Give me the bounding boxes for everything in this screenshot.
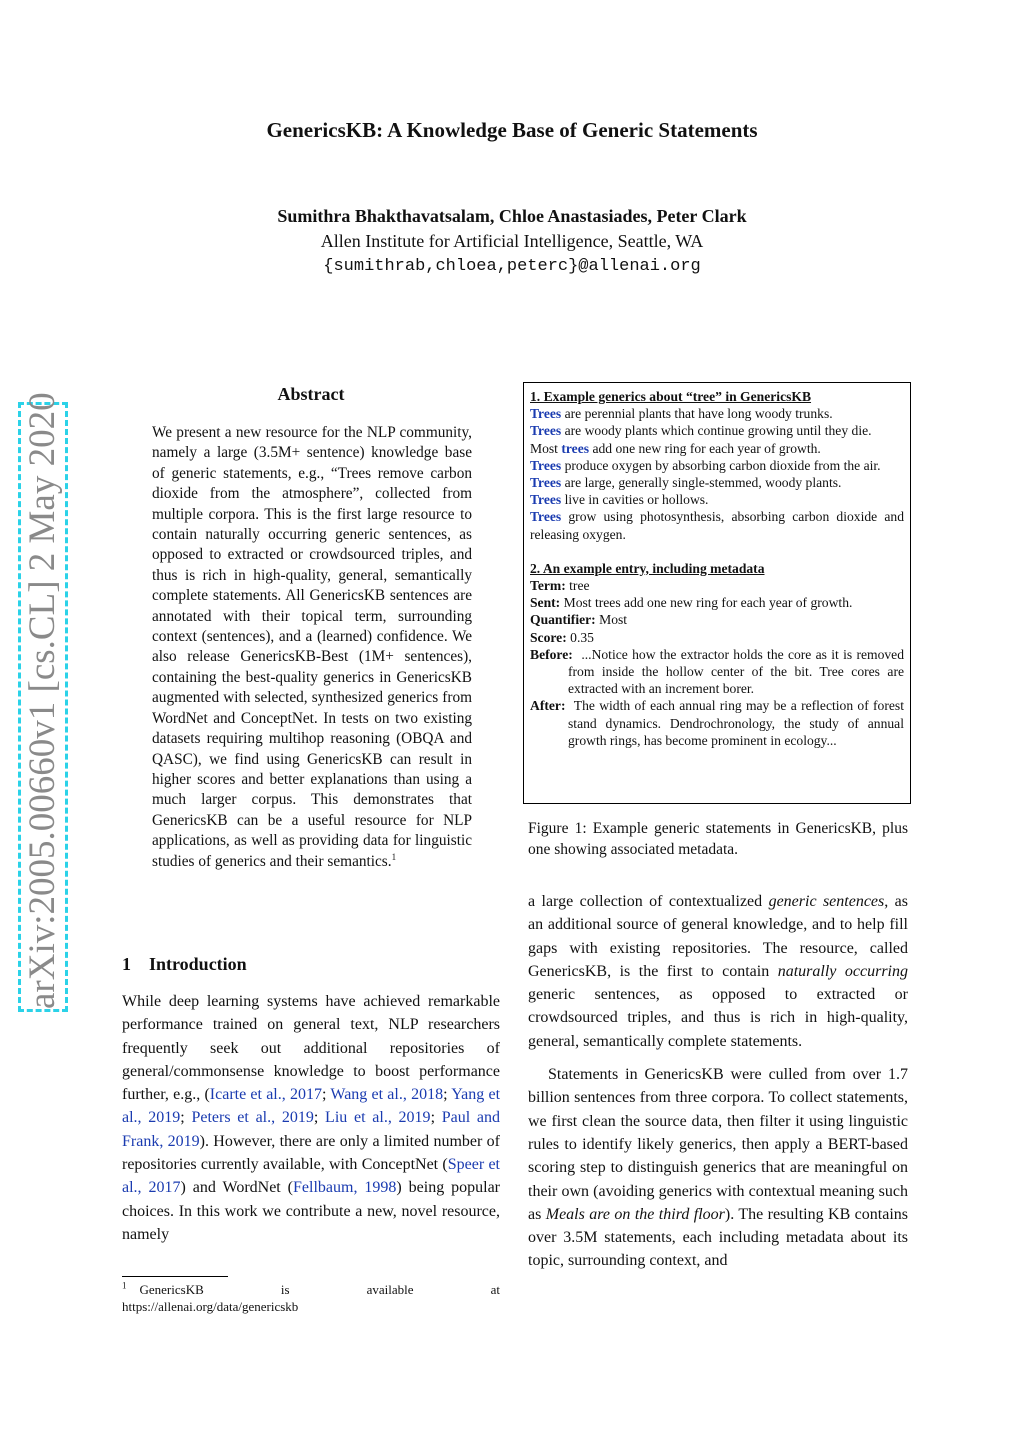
entry-quantifier xyxy=(530,611,904,628)
section-number: 1 xyxy=(122,954,131,974)
citation-link[interactable]: Liu et al., 2019 xyxy=(325,1109,431,1127)
generic-text: grow using photosynthesis, absorbing carbon dioxide and releasing oxygen. xyxy=(530,509,904,542)
footnote-ref[interactable]: 1 xyxy=(391,851,397,862)
figure-1-box xyxy=(523,382,911,804)
footnote-url[interactable]: https://allenai.org/data/genericskb xyxy=(122,1299,299,1314)
generic-term: Trees xyxy=(530,406,562,422)
footnote-word: available xyxy=(366,1282,414,1297)
emphasis: Meals are on the third floor xyxy=(545,1205,725,1223)
generic-text: are woody plants which continue growing until they die. xyxy=(561,423,872,439)
abstract-body xyxy=(152,423,472,872)
text-span: , as an additional source of general knowledge, and to help fill gaps with existing repositories. The resource, called GenericsKB, is the first to contain xyxy=(528,893,909,980)
generic-term: Trees xyxy=(530,423,562,439)
footnote xyxy=(122,1281,500,1315)
quantifier-value: Most xyxy=(599,612,628,628)
footnote-word: is xyxy=(280,1282,290,1297)
entry-before xyxy=(530,646,904,698)
emphasis: generic sentences xyxy=(768,893,885,910)
citation-link[interactable]: Wang et al., 2018 xyxy=(330,1086,444,1104)
text-span: generic sentences, as opposed to extracted or crowdsourced triples, and thus is rich in high-quality, general, semantically complete statements. xyxy=(528,986,908,1050)
citation-link[interactable]: Yang et al., 2019 xyxy=(122,1086,501,1127)
generic-statement xyxy=(530,491,904,508)
score-value: 0.35 xyxy=(570,629,594,645)
paragraph xyxy=(528,1063,908,1273)
figure-caption: Figure 1: Example generic statements in GenericsKB, plus one showing associated metadata. xyxy=(528,820,908,858)
generic-text: live in cavities or hollows. xyxy=(561,492,709,508)
figure-section-2-heading: 2. An example entry, including metadata xyxy=(530,560,765,576)
right-column-text xyxy=(528,890,908,1273)
generic-term: trees xyxy=(561,440,590,456)
citation-link[interactable]: Speer et al., 2017 xyxy=(122,1156,500,1197)
entry-term xyxy=(530,577,904,594)
emphasis: naturally occurring xyxy=(777,962,908,980)
term-label: Term: xyxy=(530,578,566,594)
generic-term: Trees xyxy=(530,492,562,508)
arxiv-stamp: arXiv:2005.00660v1 [cs.CL] 2 May 2020 xyxy=(18,402,68,1012)
after-value: The width of each annual ring may be a reflection of forest stand dynamics. Dendrochronology, the study of annual growth rings, has become prominent in ecology... xyxy=(568,698,904,748)
generic-text: are large, generally single-stemmed, woody plants. xyxy=(561,475,842,491)
figure-section-1-heading: 1. Example generics about “tree” in GenericsKB xyxy=(530,389,812,404)
generic-statement xyxy=(530,422,904,439)
before-label: Before: xyxy=(530,646,573,662)
generic-statement xyxy=(530,457,904,474)
paragraph xyxy=(528,890,908,1053)
entry-sent xyxy=(530,594,904,611)
intro-paragraph: While deep learning systems have achieved remarkable performance trained on general text, NLP researchers frequently seek out additional repositories of general/commonsense knowledge to boost performance further, e.g., (Icarte et al., 2017; Wang et al., 2018; Yang et al., 2019; Peters et al., 2019; Liu et al., 2019; Paul and Frank, 2019). However, there are only a limited number of repositories currently available, with ConceptNet (Speer et al., 2017) and WordNet (Fellbaum, 1998) being popular choices. In this work we contribute a new, novel resource, namely xyxy=(122,993,501,1243)
generic-statement xyxy=(530,405,904,422)
sent-value: Most trees add one new ring for each year of growth. xyxy=(563,595,853,611)
citation-link[interactable]: Icarte et al., 2017 xyxy=(209,1086,322,1104)
intro-text-2: ). However, there are only a limited number of repositories currently available, with ConceptNet ( xyxy=(122,1132,500,1174)
intro-text-3: ) and WordNet ( xyxy=(180,1179,294,1197)
footnote-rule xyxy=(122,1276,228,1277)
score-label: Score: xyxy=(530,629,567,645)
sent-label: Sent: xyxy=(530,595,561,611)
generic-term: Trees xyxy=(530,457,562,473)
generic-statement xyxy=(530,440,904,457)
quantifier-label: Quantifier: xyxy=(530,612,596,628)
generics-list xyxy=(530,405,904,543)
before-value: ...Notice how the extractor holds the core as it is removed from inside the hollow center of the bit. Tree cores are extracted with an increment borer. xyxy=(568,646,904,697)
author-names: Sumithra Bhakthavatsalam, Chloe Anastasiades, Peter Clark xyxy=(277,206,747,226)
generic-text: produce oxygen by absorbing carbon dioxide from the air. xyxy=(561,457,881,473)
generic-text: are perennial plants that have long woody trunks. xyxy=(561,406,833,422)
section-title: Introduction xyxy=(149,954,247,974)
text-span: Statements in GenericsKB were culled from over 1.7 billion sentences from three corpora. To collect statements, we first clean the source data, then filter it using linguistic rules to identify likely generics, then apply a BERT-based scoring step to distinguish generics that are meaningful on their own (avoiding generics with contextual meaning such as xyxy=(528,1066,908,1223)
abstract-text: We present a new resource for the NLP community, namely a large (3.5M+ sentence) knowledge base of generic statements, e.g., “Trees remove carbon dioxide from the atmosphere”, collected from multiple corpora. This is the first large resource to contain naturally occurring generic sentences, as opposed to extracted or crowdsourced triples, and thus is rich in high-quality, general, semantically complete statements. All GenericsKB sentences are annotated with their topical term, surrounding context (sentences), and a (learned) confidence. We also release GenericsKB-Best (1M+ sentences), containing the best-quality generics in GenericsKB augmented with selected, synthesized generics from WordNet and ConceptNet. In tests on two existing datasets requiring multihop reasoning (OBQA and QASC), we find using GenericsKB can result in higher scores and better explanations than using a much larger corpus. This demonstrates that GenericsKB can be a useful resource for NLP applications, as well as providing data for linguistic studies of generics and their semantics. xyxy=(152,424,472,870)
generic-text: add one new ring for each year of growth. xyxy=(589,440,821,456)
text-span: a large collection of contextualized xyxy=(528,893,769,910)
citation-link[interactable]: Peters et al., 2019 xyxy=(191,1109,314,1127)
generic-prefix: Most xyxy=(530,440,562,456)
footnote-word: at xyxy=(490,1282,500,1297)
entry-after xyxy=(530,697,904,749)
citation-link[interactable]: Fellbaum, 1998 xyxy=(293,1179,397,1197)
affiliation: Allen Institute for Artificial Intelligence, Seattle, WA xyxy=(320,231,704,251)
intro-text-4: ) being popular choices. In this work we contribute a new, novel resource, namely xyxy=(122,1179,501,1243)
text-span: ). The resulting KB contains over 3.5M statements, each including metadata about its topic, surrounding context, and xyxy=(528,1205,909,1270)
after-label: After: xyxy=(530,698,566,714)
author-block xyxy=(0,204,1024,279)
citation-link[interactable]: Paul and Frank, 2019 xyxy=(122,1109,501,1150)
author-email: {sumithrab,chloea,peterc}@allenai.org xyxy=(323,257,701,276)
generic-statement xyxy=(530,508,904,542)
section-heading-introduction xyxy=(122,954,247,975)
entry-score xyxy=(530,629,904,646)
generic-statement xyxy=(530,474,904,491)
footnote-word: GenericsKB xyxy=(139,1282,204,1297)
abstract-heading: Abstract xyxy=(277,384,345,404)
generic-term: Trees xyxy=(530,509,562,525)
intro-text-1: While deep learning systems have achieved remarkable performance trained on general text, NLP researchers frequently seek out additional repositories of general/commonsense knowledge to boost performance further, e.g., ( xyxy=(122,993,500,1104)
footnote-mark: 1 xyxy=(122,1280,127,1291)
generic-term: Trees xyxy=(530,475,562,491)
paper-title: GenericsKB: A Knowledge Base of Generic Statements xyxy=(266,118,758,142)
term-value: tree xyxy=(569,578,590,594)
